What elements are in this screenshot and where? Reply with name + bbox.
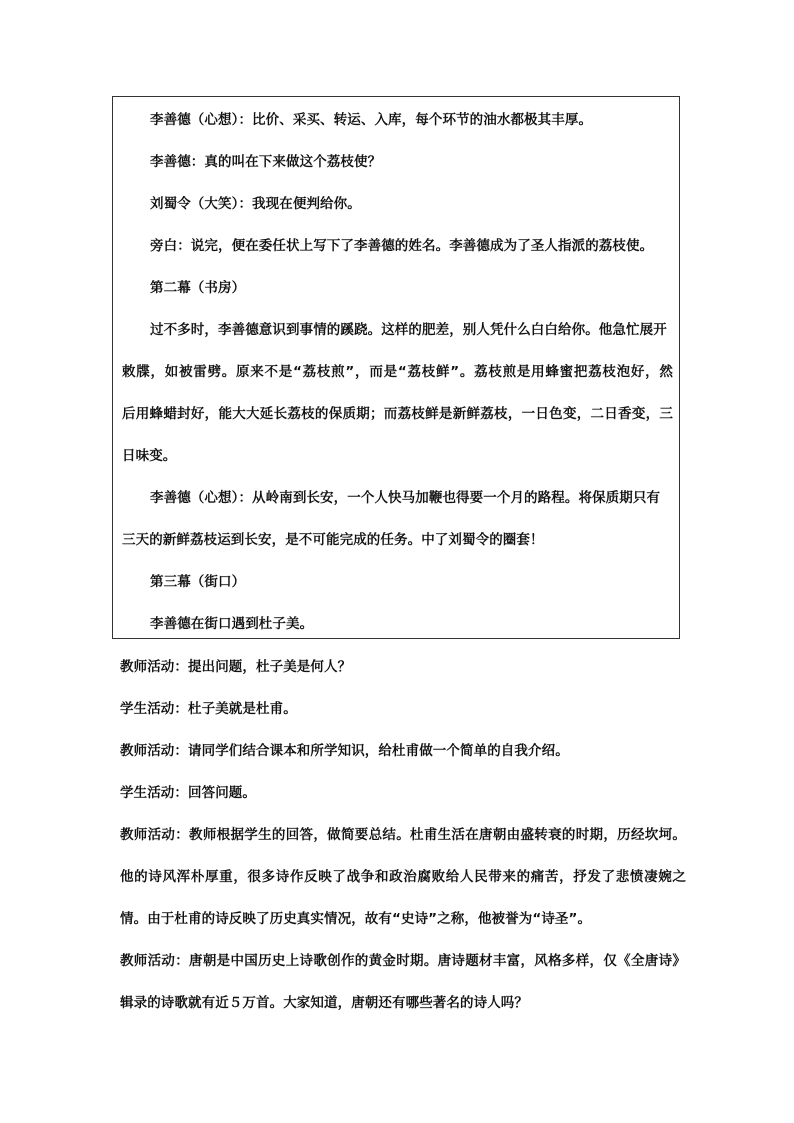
paragraph: 李善德在街口遇到杜子美。 (150, 616, 314, 632)
paragraph: 后用蜂蜡封好，能大大延长荔枝的保质期；而荔枝鲜是新鲜荔枝，一日色变，二日香变，三 (122, 406, 673, 422)
scene-heading: 第二幕（书房） (150, 280, 246, 296)
paragraph: 敕牒，如被雷劈。原来不是“荔枝煎”，而是“荔枝鲜”。荔枝煎是用蜂蜜把荔枝泡好，然 (122, 364, 673, 380)
paragraph: 过不多时，李善德意识到事情的蹊跷。这样的肥差，别人凭什么白白给你。他急忙展开 (150, 322, 667, 338)
paragraph: 旁白：说完，便在委任状上写下了李善德的姓名。李善德成为了圣人指派的荔枝使。 (150, 238, 654, 254)
paragraph: 教师活动：教师根据学生的回答，做简要总结。杜甫生活在唐朝由盛转衰的时期，历经坎坷。 (120, 827, 686, 843)
paragraph: 李善德：真的叫在下来做这个荔枝使？ (150, 154, 382, 170)
paragraph: 教师活动：提出问题，杜子美是何人？ (120, 659, 352, 675)
paragraph: 他的诗风浑朴厚重，很多诗作反映了战争和政治腐败给人民带来的痛苦，抒发了悲愤凄婉之 (120, 869, 686, 885)
paragraph: 教师活动：请同学们结合课本和所学知识，给杜甫做一个简单的自我介绍。 (120, 743, 569, 759)
paragraph: 学生活动：杜子美就是杜甫。 (120, 701, 297, 717)
scene-heading: 第三幕（街口） (150, 574, 246, 590)
paragraph: 教师活动：唐朝是中国历史上诗歌创作的黄金时期。唐诗题材丰富，风格多样，仅《全唐诗》 (120, 953, 686, 969)
paragraph: 辑录的诗歌就有近５万首。大家知道，唐朝还有哪些著名的诗人吗？ (120, 995, 528, 1011)
paragraph: 日味变。 (122, 448, 177, 464)
paragraph: 李善德（心想）：从岭南到长安，一个人快马加鞭也得要一个月的路程。将保质期只有 (150, 490, 661, 506)
paragraph: 情。由于杜甫的诗反映了历史真实情况，故有“史诗”之称，他被誉为“诗圣”。 (120, 911, 592, 927)
paragraph: 刘蜀令（大笑）：我现在便判给你。 (150, 196, 361, 212)
paragraph: 学生活动：回答问题。 (120, 785, 256, 801)
paragraph: 三天的新鲜荔枝运到长安，是不可能完成的任务。中了刘蜀令的圈套！ (122, 532, 544, 548)
paragraph: 李善德（心想）：比价、采买、转运、入库，每个环节的油水都极其丰厚。 (150, 112, 593, 128)
